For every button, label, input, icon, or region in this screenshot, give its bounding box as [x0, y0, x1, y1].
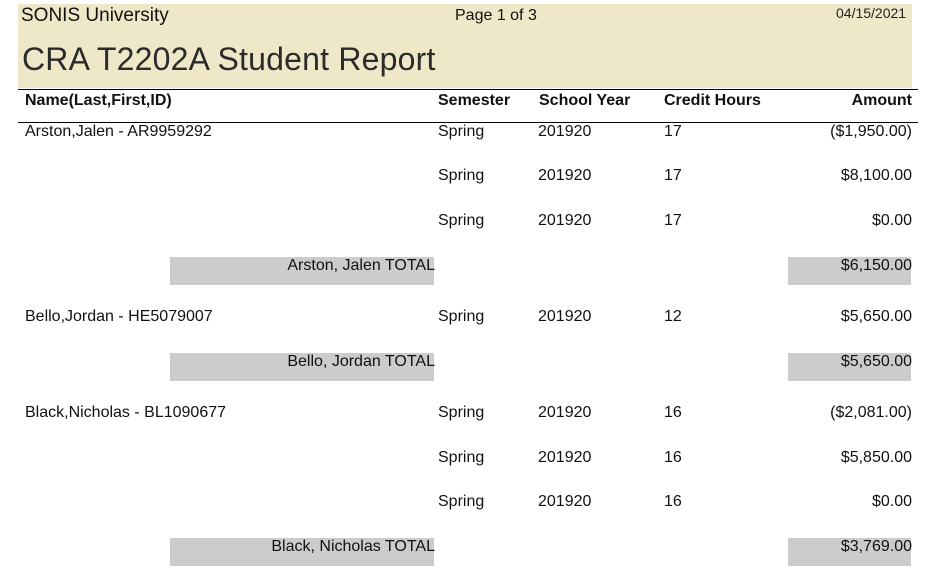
- student-total-amount: $6,150.00: [840, 257, 912, 274]
- student-total-label: Arston, Jalen TOTAL: [287, 257, 435, 274]
- header-rule-top: [18, 89, 918, 90]
- school-year-cell: 201920: [538, 167, 592, 184]
- amount-cell: $5,850.00: [840, 449, 912, 466]
- column-header-credit-hours: Credit Hours: [664, 92, 761, 109]
- school-year-cell: 201920: [538, 212, 592, 229]
- amount-cell: $0.00: [871, 493, 912, 510]
- amount-cell: ($1,950.00): [830, 123, 912, 140]
- student-total-label: Black, Nicholas TOTAL: [271, 538, 435, 555]
- student-total-amount: $3,769.00: [840, 538, 912, 555]
- credit-hours-cell: 16: [664, 493, 682, 510]
- org-name: SONIS University: [21, 5, 169, 26]
- semester-cell: Spring: [438, 404, 485, 421]
- school-year-cell: 201920: [538, 123, 592, 140]
- school-year-cell: 201920: [538, 449, 592, 466]
- semester-cell: Spring: [438, 308, 485, 325]
- column-header-name: Name(Last,First,ID): [25, 92, 172, 109]
- column-header-semester: Semester: [438, 92, 511, 109]
- semester-cell: Spring: [438, 212, 485, 229]
- school-year-cell: 201920: [538, 404, 592, 421]
- semester-cell: Spring: [438, 123, 485, 140]
- student-name: Black,Nicholas - BL1090677: [25, 404, 227, 421]
- credit-hours-cell: 17: [664, 167, 682, 184]
- credit-hours-cell: 17: [664, 123, 682, 140]
- student-name: Bello,Jordan - HE5079007: [25, 308, 213, 325]
- credit-hours-cell: 16: [664, 404, 682, 421]
- amount-cell: $8,100.00: [840, 167, 912, 184]
- column-header-amount: Amount: [851, 92, 912, 109]
- column-header-school-year: School Year: [539, 92, 631, 109]
- semester-cell: Spring: [438, 167, 485, 184]
- semester-cell: Spring: [438, 493, 485, 510]
- semester-cell: Spring: [438, 449, 485, 466]
- amount-cell: ($2,081.00): [830, 404, 912, 421]
- amount-cell: $5,650.00: [840, 308, 912, 325]
- school-year-cell: 201920: [538, 308, 592, 325]
- school-year-cell: 201920: [538, 493, 592, 510]
- report-title: CRA T2202A Student Report: [22, 41, 436, 77]
- student-total-label: Bello, Jordan TOTAL: [287, 353, 435, 370]
- student-total-amount: $5,650.00: [840, 353, 912, 370]
- credit-hours-cell: 12: [664, 308, 682, 325]
- print-date: 04/15/2021: [836, 5, 907, 21]
- credit-hours-cell: 16: [664, 449, 682, 466]
- credit-hours-cell: 17: [664, 212, 682, 229]
- student-name: Arston,Jalen - AR9959292: [25, 123, 212, 140]
- amount-cell: $0.00: [871, 212, 912, 229]
- page-indicator: Page 1 of 3: [455, 7, 537, 24]
